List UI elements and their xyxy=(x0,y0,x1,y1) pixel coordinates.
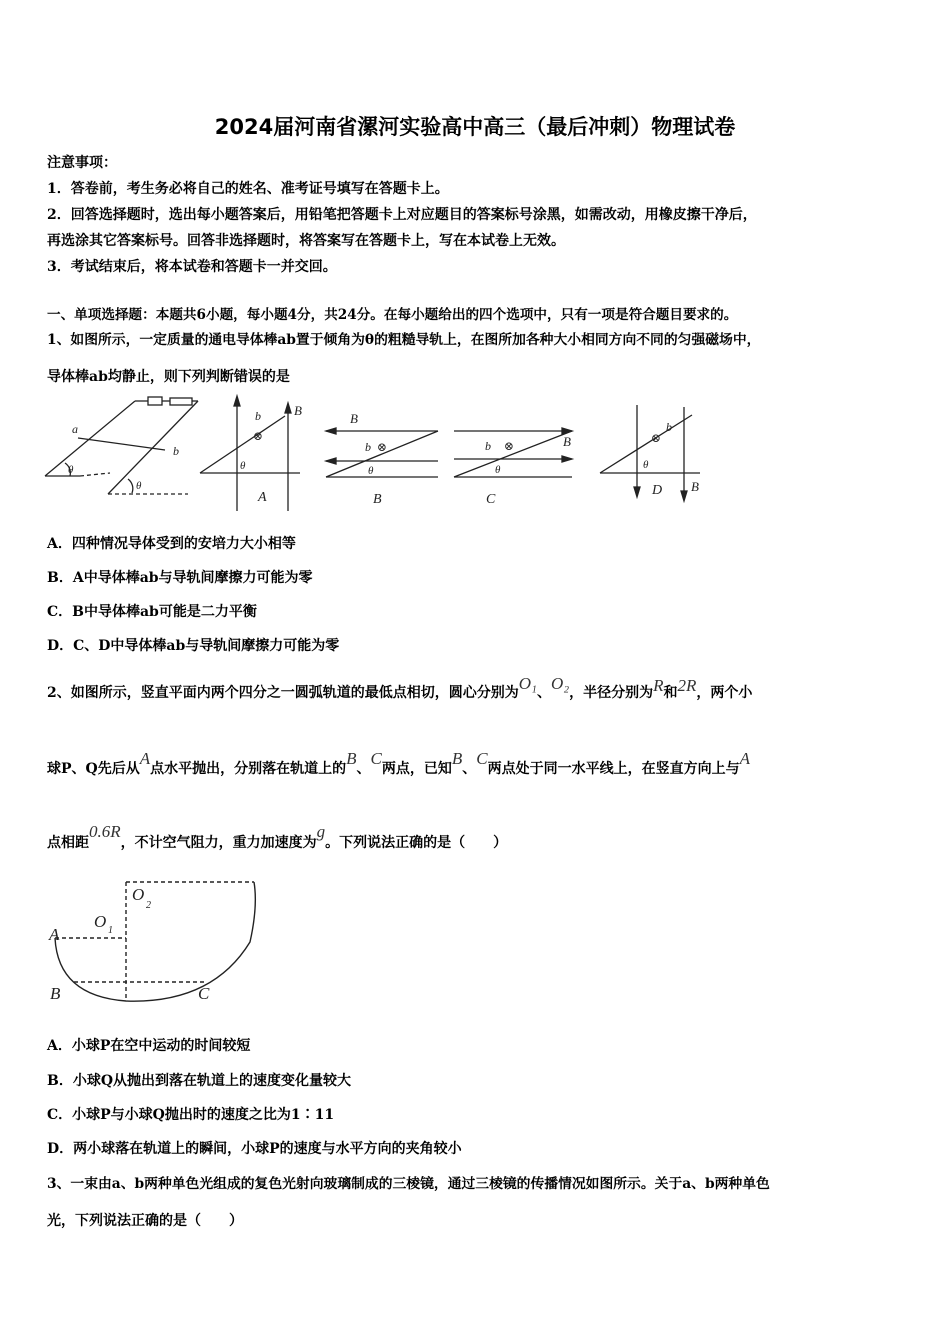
q1-fig-label-b: b xyxy=(173,444,179,458)
notes-heading: 注意事项： xyxy=(47,155,117,171)
q2-text-3b: ，不计空气阻力，重力加速度为 xyxy=(120,835,317,851)
q2-and: 和 xyxy=(663,685,678,701)
q2-text-1b: ，半径分别为 xyxy=(569,685,654,701)
q2-fig-O1: O xyxy=(94,912,107,931)
q2-text-1c: ，两个小 xyxy=(696,685,753,701)
q1-fig-B-label: B xyxy=(373,492,382,507)
note-item-2-cont: 再选涂其它答案标号。回答非选择题时，将答案写在答题卡上，写在本试卷上无效。 xyxy=(47,233,565,249)
q1-fig-D-dot: ⊗ xyxy=(651,431,662,445)
q2-text-2b: 点水平抛出，分别落在轨道上的 xyxy=(150,761,347,777)
q2-text-3a: 点相距 xyxy=(47,835,89,851)
q1-option-a: A．四种情况导体受到的安培力大小相等 xyxy=(47,536,296,552)
q2-option-c: C．小球P与小球Q抛出时的速度之比为1∶11 xyxy=(47,1107,335,1123)
q2-option-d: D．两小球落在轨道上的瞬间，小球P的速度与水平方向的夹角较小 xyxy=(47,1141,462,1157)
q2-B-2: B xyxy=(451,749,463,768)
q2-figure xyxy=(44,876,259,1011)
q2-text-1a: 2、如图所示，竖直平面内两个四分之一圆弧轨道的最低点相切，圆心分别为 xyxy=(47,685,519,701)
page-title: 2024届河南省漯河实验高中高三（最后冲刺）物理试卷 xyxy=(214,115,736,139)
q1-fig-C-B: B xyxy=(563,434,571,449)
q2-option-a: A．小球P在空中运动的时间较短 xyxy=(47,1038,251,1054)
q1-fig-C-b: b xyxy=(485,439,491,453)
q2-C-1: C xyxy=(370,749,382,768)
q2-A-2: A xyxy=(739,749,750,768)
q3-stem-line2: 光，下列说法正确的是（ ） xyxy=(47,1213,243,1229)
note-item-2: 2．回答选择题时，选出每小题答案后，用铅笔把答题卡上对应题目的答案标号涂黑，如需改动，用橡皮擦干净后， xyxy=(47,207,757,223)
q1-fig-B-b: b xyxy=(365,440,371,454)
q2-fig-A: A xyxy=(49,925,60,944)
q1-fig-B-B: B xyxy=(350,411,358,426)
note-item-1: 1．答卷前，考生务必将自己的姓名、准考证号填写在答题卡上。 xyxy=(47,181,449,197)
note-item-3: 3．考试结束后，将本试卷和答题卡一并交回。 xyxy=(47,259,337,275)
q1-option-b: B．A中导体棒ab与导轨间摩擦力可能为零 xyxy=(47,570,313,586)
q2-sep-2: 、 xyxy=(356,761,371,777)
q2-text-2d: 两点处于同一水平线上，在竖直方向上与 xyxy=(487,761,740,777)
q2-fig-O1-sub: 1 xyxy=(108,925,113,936)
q1-fig-D-label: D xyxy=(652,483,663,498)
q2-stem-line3 xyxy=(47,822,508,852)
q2-C-2: C xyxy=(476,749,488,768)
q2-distance: 0.6R xyxy=(89,822,121,841)
q2-sep-3: 、 xyxy=(462,761,477,777)
q1-option-c: C．B中导体棒ab可能是二力平衡 xyxy=(47,604,257,620)
q1-fig-B-theta: θ xyxy=(368,465,374,477)
q1-fig-A-dot: ⊗ xyxy=(253,429,264,443)
q1-fig-theta-2: θ xyxy=(136,480,142,492)
q2-O1: O₁ xyxy=(518,674,537,693)
q1-fig-A-label: A xyxy=(258,490,267,505)
q2-fig-O2: O xyxy=(132,885,145,904)
q2-R: R xyxy=(653,676,664,695)
q1-fig-label-a: a xyxy=(72,422,78,436)
q2-text-2c: 两点，已知 xyxy=(381,761,452,777)
q1-stem-line1: 1、如图所示，一定质量的通电导体棒ab置于倾角为θ的粗糙导轨上，在图所加各种大小相同方向不同的匀强磁场中， xyxy=(47,332,761,348)
q1-fig-B-dot: ⊗ xyxy=(377,440,388,454)
q2-2R: 2R xyxy=(677,676,697,695)
q2-fig-B: B xyxy=(50,984,61,1003)
q2-g: g xyxy=(316,822,326,841)
q2-fig-O2-sub: 2 xyxy=(146,900,151,911)
q2-sep-1: 、 xyxy=(536,685,551,701)
q2-O2: O₂ xyxy=(550,674,570,693)
section-heading: 一、单项选择题：本题共6小题，每小题4分，共24分。在每小题给出的四个选项中，只有一项是符合题目要求的。 xyxy=(47,307,738,323)
q2-B-1: B xyxy=(346,749,357,768)
q1-fig-C-theta: θ xyxy=(495,464,501,476)
q1-fig-D-b: b xyxy=(666,420,672,434)
q1-fig-A-theta: θ xyxy=(240,460,246,472)
q2-stem-line1 xyxy=(47,674,753,702)
q2-option-b: B．小球Q从抛出到落在轨道上的速度变化量较大 xyxy=(47,1073,352,1089)
q1-stem-line2: 导体棒ab均静止，则下列判断错误的是 xyxy=(47,369,290,385)
q2-text-2a: 球P、Q先后从 xyxy=(47,761,140,777)
q1-fig-A-b: b xyxy=(255,409,261,423)
q1-fig-D-theta: θ xyxy=(643,459,649,471)
q1-fig-C-dot: ⊗ xyxy=(504,439,515,453)
q1-fig-C-label: C xyxy=(486,492,496,507)
q1-option-d: D．C、D中导体棒ab与导轨间摩擦力可能为零 xyxy=(47,638,340,654)
q1-figure xyxy=(40,393,720,518)
q2-stem-line2 xyxy=(47,749,750,778)
q3-stem-line1: 3、一束由a、b两种单色光组成的复色光射向玻璃制成的三棱镜，通过三棱镜的传播情况如图所示。关于a、b两种单色 xyxy=(47,1176,770,1192)
q1-fig-theta-1: θ xyxy=(68,464,74,476)
q2-fig-C: C xyxy=(198,984,210,1003)
q2-text-3c: 。下列说法正确的是（ ） xyxy=(325,835,508,851)
q1-fig-A-B: B xyxy=(294,403,302,418)
q2-A: A xyxy=(139,749,151,768)
q1-fig-D-B: B xyxy=(691,479,699,494)
